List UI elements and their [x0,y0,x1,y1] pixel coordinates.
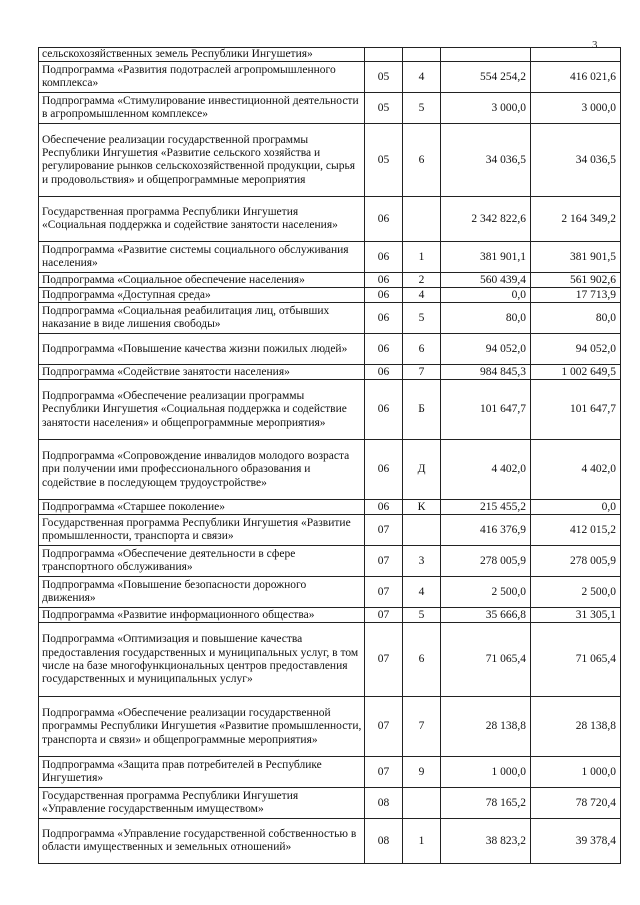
table-row [39,788,621,819]
program-name-cell: сельскохозяйственных земель Республики Ингушетия» [39,48,365,62]
code-cell: 07 [365,608,403,623]
amount-1-cell: 28 138,8 [441,697,531,757]
subcode-cell: 1 [403,819,441,864]
table-row [39,440,621,500]
table-row [39,288,621,303]
code-cell: 07 [365,697,403,757]
table-row [39,380,621,440]
subcode-cell: 4 [403,288,441,303]
table-row [39,577,621,608]
subcode-cell [403,48,441,62]
table-row [39,623,621,697]
program-name-cell: Подпрограмма «Сопровождение инвалидов молодого возраста при получении ими профессионального образования и содействие в последующем трудоустройстве» [39,440,365,500]
program-name-cell: Государственная программа Республики Ингушетия «Социальная поддержка и содействие занятости населения» [39,197,365,242]
amount-2-cell: 101 647,7 [531,380,621,440]
program-name-cell: Подпрограмма «Социальная реабилитация лиц, отбывших наказание в виде лишения свободы» [39,303,365,334]
amount-2-cell: 278 005,9 [531,546,621,577]
amount-2-cell: 3 000,0 [531,93,621,124]
amount-2-cell: 71 065,4 [531,623,621,697]
code-cell: 08 [365,819,403,864]
table-row [39,697,621,757]
amount-2-cell: 1 002 649,5 [531,365,621,380]
page-number: 3 [592,39,598,51]
code-cell: 08 [365,788,403,819]
subcode-cell: 1 [403,242,441,273]
table-row [39,757,621,788]
amount-1-cell: 38 823,2 [441,819,531,864]
amount-1-cell: 554 254,2 [441,62,531,93]
table-row [39,608,621,623]
subcode-cell [403,197,441,242]
subcode-cell: К [403,500,441,515]
subcode-cell: 6 [403,124,441,197]
amount-1-cell: 1 000,0 [441,757,531,788]
subcode-cell: 5 [403,93,441,124]
amount-1-cell [441,48,531,62]
code-cell: 05 [365,62,403,93]
code-cell: 06 [365,380,403,440]
amount-1-cell: 278 005,9 [441,546,531,577]
table-row [39,48,621,62]
table-row [39,93,621,124]
program-name-cell: Подпрограмма «Развитие информационного общества» [39,608,365,623]
amount-2-cell: 381 901,5 [531,242,621,273]
program-name-cell: Подпрограмма «Оптимизация и повышение качества предоставления государственных и муниципальных услуг, в том числе на базе многофункциональных центров предоставления государственных и муниципальных услуг» [39,623,365,697]
amount-1-cell: 94 052,0 [441,334,531,365]
code-cell: 06 [365,242,403,273]
subcode-cell: 7 [403,365,441,380]
amount-2-cell: 94 052,0 [531,334,621,365]
amount-2-cell: 0,0 [531,500,621,515]
program-name-cell: Подпрограмма «Повышение безопасности дорожного движения» [39,577,365,608]
amount-2-cell: 80,0 [531,303,621,334]
subcode-cell: 2 [403,273,441,288]
amount-2-cell: 4 402,0 [531,440,621,500]
amount-2-cell [531,48,621,62]
amount-2-cell: 561 902,6 [531,273,621,288]
amount-1-cell: 78 165,2 [441,788,531,819]
subcode-cell: 6 [403,334,441,365]
subcode-cell [403,788,441,819]
code-cell [365,48,403,62]
program-name-cell: Подпрограмма «Содействие занятости населения» [39,365,365,380]
amount-1-cell: 215 455,2 [441,500,531,515]
program-name-cell: Обеспечение реализации государственной программы Республики Ингушетия «Развитие сельского хозяйства и регулирование рынков сельскохозяйственной продукции, сырья и продовольствия» и общепрограммные мероприятия [39,124,365,197]
code-cell: 06 [365,334,403,365]
code-cell: 07 [365,546,403,577]
program-name-cell: Подпрограмма «Развития подотраслей агропромышленного комплекса» [39,62,365,93]
table-row [39,62,621,93]
amount-1-cell: 35 666,8 [441,608,531,623]
amount-2-cell: 1 000,0 [531,757,621,788]
code-cell: 05 [365,124,403,197]
code-cell: 06 [365,197,403,242]
table-row [39,365,621,380]
program-name-cell: Подпрограмма «Доступная среда» [39,288,365,303]
amount-1-cell: 34 036,5 [441,124,531,197]
amount-2-cell: 412 015,2 [531,515,621,546]
code-cell: 07 [365,515,403,546]
code-cell: 05 [365,93,403,124]
program-name-cell: Подпрограмма «Повышение качества жизни пожилых людей» [39,334,365,365]
amount-1-cell: 2 500,0 [441,577,531,608]
table-row [39,546,621,577]
amount-2-cell: 2 164 349,2 [531,197,621,242]
table-row [39,303,621,334]
program-name-cell: Государственная программа Республики Ингушетия «Развитие промышленности, транспорта и связи» [39,515,365,546]
subcode-cell [403,515,441,546]
amount-1-cell: 3 000,0 [441,93,531,124]
amount-1-cell: 560 439,4 [441,273,531,288]
subcode-cell: Д [403,440,441,500]
table-row [39,819,621,864]
subcode-cell: 6 [403,623,441,697]
table-row [39,197,621,242]
code-cell: 06 [365,288,403,303]
subcode-cell: 4 [403,577,441,608]
table-row [39,242,621,273]
amount-2-cell: 416 021,6 [531,62,621,93]
subcode-cell: 5 [403,303,441,334]
amount-1-cell: 80,0 [441,303,531,334]
program-name-cell: Подпрограмма «Стимулирование инвестиционной деятельности в агропромышленном комплексе» [39,93,365,124]
amount-2-cell: 17 713,9 [531,288,621,303]
subcode-cell: 4 [403,62,441,93]
amount-2-cell: 28 138,8 [531,697,621,757]
code-cell: 06 [365,273,403,288]
code-cell: 07 [365,577,403,608]
table-row [39,515,621,546]
program-name-cell: Подпрограмма «Социальное обеспечение населения» [39,273,365,288]
program-name-cell: Подпрограмма «Развитие системы социального обслуживания населения» [39,242,365,273]
subcode-cell: Б [403,380,441,440]
subcode-cell: 9 [403,757,441,788]
amount-2-cell: 78 720,4 [531,788,621,819]
program-name-cell: Подпрограмма «Обеспечение реализации программы Республики Ингушетия «Социальная поддержка и содействие занятости населения» и общепрограммные мероприятия» [39,380,365,440]
amount-2-cell: 2 500,0 [531,577,621,608]
amount-1-cell: 71 065,4 [441,623,531,697]
amount-1-cell: 381 901,1 [441,242,531,273]
amount-1-cell: 0,0 [441,288,531,303]
program-name-cell: Государственная программа Республики Ингушетия «Управление государственным имуществом» [39,788,365,819]
program-name-cell: Подпрограмма «Управление государственной собственностью в области имущественных и земельных отношений» [39,819,365,864]
program-name-cell: Подпрограмма «Защита прав потребителей в Республике Ингушетия» [39,757,365,788]
subcode-cell: 5 [403,608,441,623]
subcode-cell: 7 [403,697,441,757]
program-name-cell: Подпрограмма «Старшее поколение» [39,500,365,515]
table-row [39,500,621,515]
code-cell: 07 [365,757,403,788]
amount-2-cell: 31 305,1 [531,608,621,623]
table-row [39,124,621,197]
budget-table [38,47,621,864]
amount-1-cell: 984 845,3 [441,365,531,380]
code-cell: 07 [365,623,403,697]
code-cell: 06 [365,440,403,500]
code-cell: 06 [365,303,403,334]
code-cell: 06 [365,365,403,380]
amount-1-cell: 416 376,9 [441,515,531,546]
amount-2-cell: 34 036,5 [531,124,621,197]
amount-1-cell: 2 342 822,6 [441,197,531,242]
subcode-cell: 3 [403,546,441,577]
program-name-cell: Подпрограмма «Обеспечение деятельности в сфере транспортного обслуживания» [39,546,365,577]
table-row [39,273,621,288]
amount-2-cell: 39 378,4 [531,819,621,864]
code-cell: 06 [365,500,403,515]
amount-1-cell: 101 647,7 [441,380,531,440]
amount-1-cell: 4 402,0 [441,440,531,500]
program-name-cell: Подпрограмма «Обеспечение реализации государственной программы Республики Ингушетия «Развитие промышленности, транспорта и связи» и общепрограммные мероприятия» [39,697,365,757]
table-row [39,334,621,365]
